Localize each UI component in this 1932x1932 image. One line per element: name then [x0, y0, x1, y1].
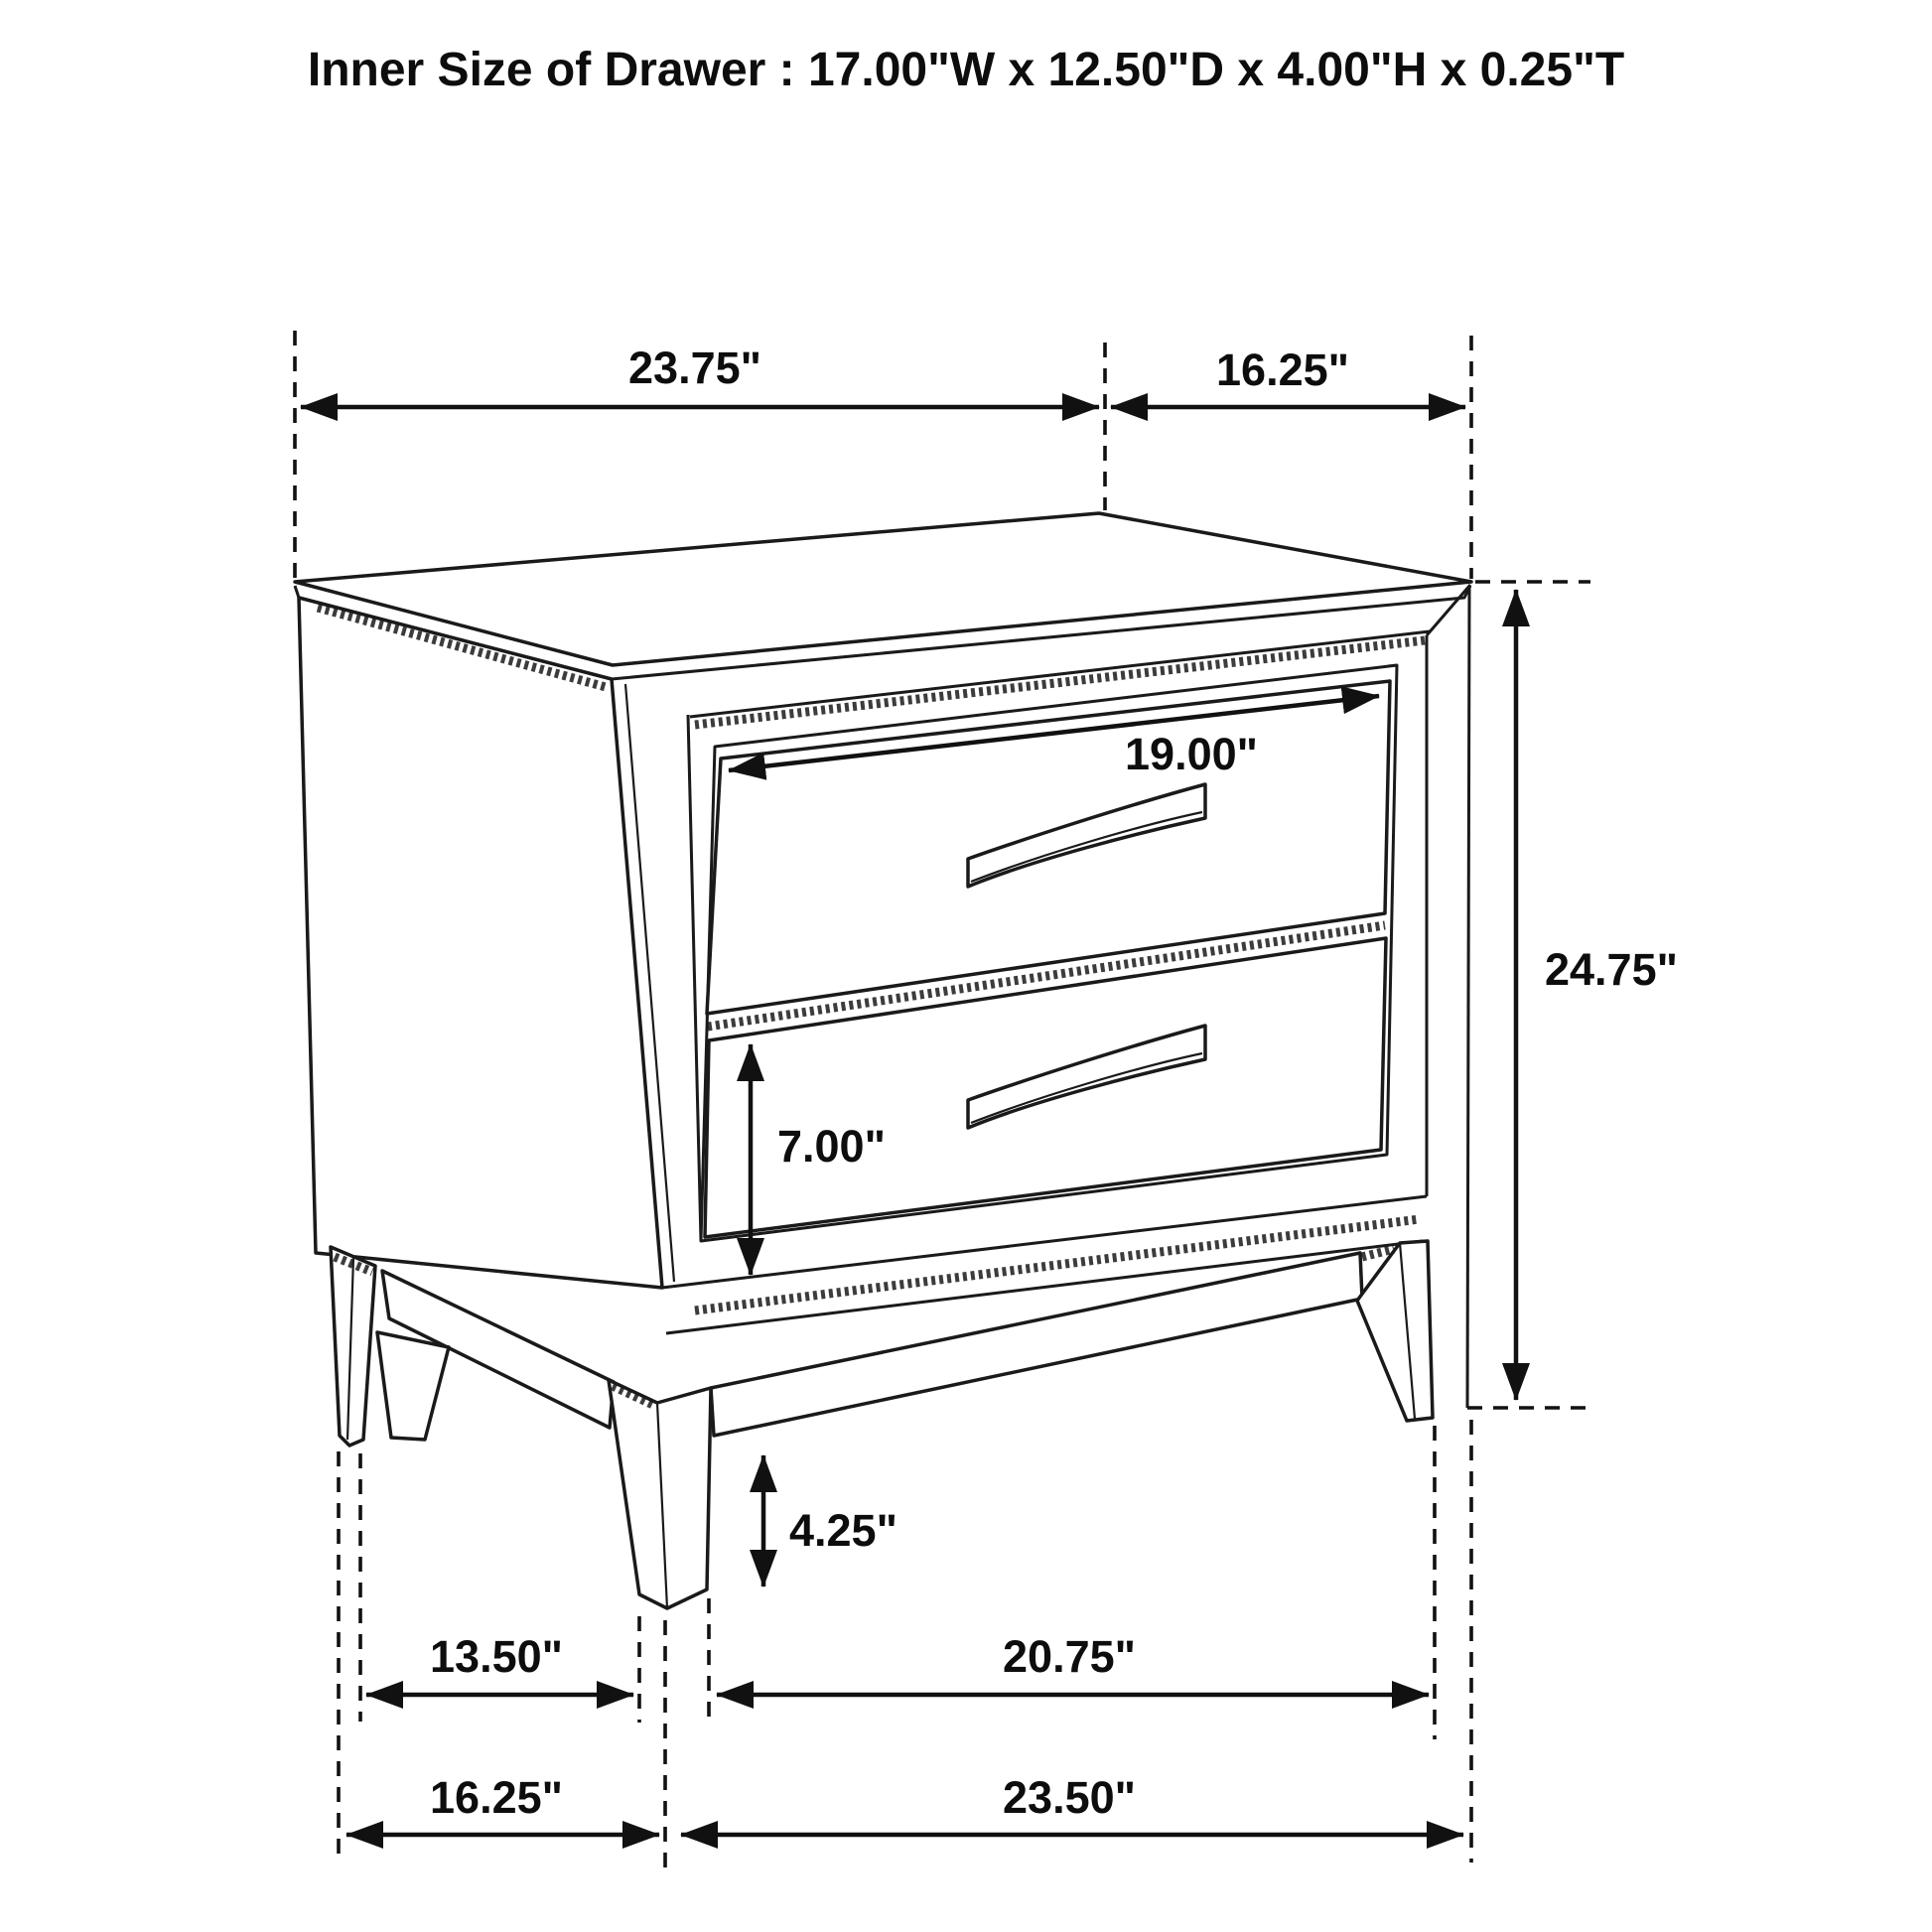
top-right-corner-edge — [1427, 585, 1470, 635]
dim-label-leg-height: 4.25" — [789, 1505, 897, 1556]
dim-label-top-width: 23.75" — [628, 343, 761, 393]
dim-label-leg-spacing-width: 20.75" — [1003, 1631, 1136, 1682]
dim-label-top-depth: 16.25" — [1216, 345, 1349, 395]
dim-label-base-depth: 16.25" — [430, 1772, 563, 1823]
left-side-panel — [299, 598, 662, 1288]
dim-label-base-width: 23.50" — [1003, 1772, 1136, 1823]
dim-label-leg-spacing-depth: 13.50" — [430, 1631, 563, 1682]
dim-label-drawer-height: 7.00" — [777, 1121, 886, 1172]
dim-label-drawer-width: 19.00" — [1125, 729, 1258, 779]
dim-label-overall-height: 24.75" — [1545, 944, 1678, 995]
frame-left-edge — [688, 715, 701, 1241]
back-corner-bracket — [377, 1332, 449, 1440]
nightstand-drawing — [295, 513, 1471, 1608]
page-title: Inner Size of Drawer : 17.00"W x 12.50"D x 4.00"H x 0.25"T — [307, 44, 1625, 96]
front-left-leg — [609, 1380, 711, 1608]
front-right-leg — [1357, 1241, 1433, 1421]
right-back-edge — [1467, 588, 1469, 1408]
front-rail — [711, 1253, 1362, 1436]
